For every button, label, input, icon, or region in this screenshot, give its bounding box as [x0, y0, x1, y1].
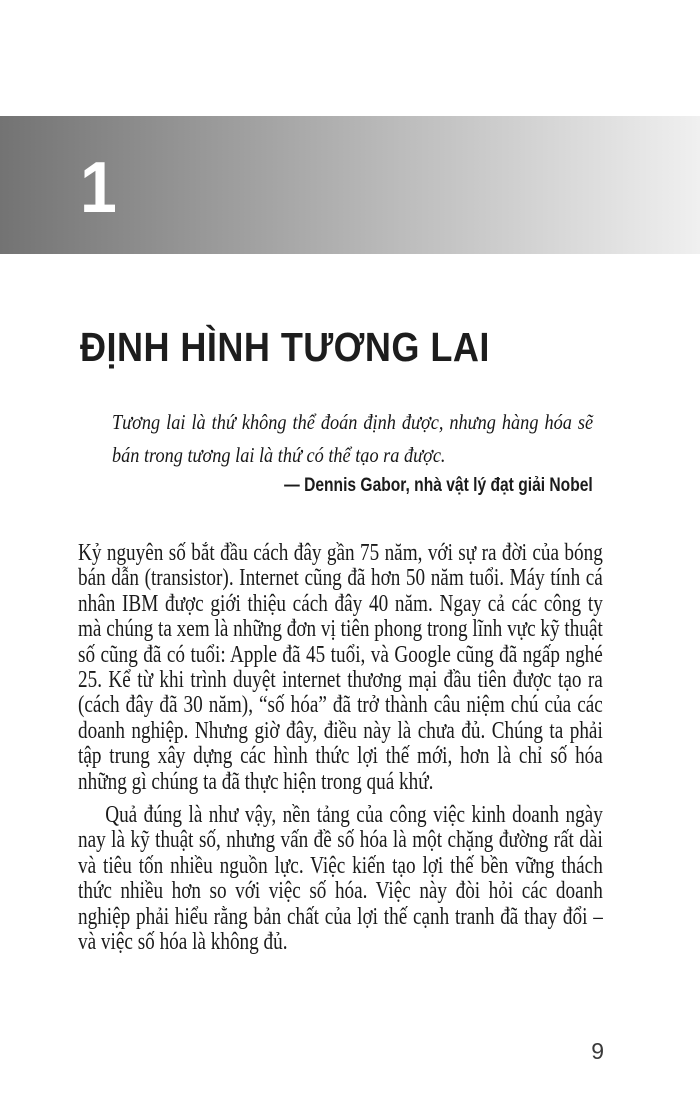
page-number: 9 [591, 1038, 604, 1064]
epigraph-attribution [112, 474, 593, 497]
body-paragraph: Kỷ nguyên số bắt đầu cách đây gần 75 năm, với sự ra đời của bóng bán dẫn (transistor). Internet cũng đã hơn 50 năm tuổi. Máy tính cá nhân IBM được giới thiệu cách đây 40 năm. Ngay cả các công ty mà chúng ta xem là những đơn vị tiên phong trong lĩnh vực kỹ thuật số cũng đã có tuổi: Apple đã 45 tuổi, và Google cũng đã ngấp nghé 25. Kể từ khi trình duyệt internet thương mại đầu tiên được tạo ra (cách đây đã 30 năm), “số hóa” đã trở thành câu niệm chú của các doanh nghiệp. Nhưng giờ đây, điều này là chưa đủ. Chúng ta phải tập trung xây dựng các hình thức lợi thế mới, hơn là chỉ số hóa những gì chúng ta đã thực hiện trong quá khứ. [78, 540, 603, 795]
body-paragraph: Quả đúng là như vậy, nền tảng của công việc kinh doanh ngày nay là kỹ thuật số, nhưng vấn đề số hóa là một chặng đường rất dài và tiêu tốn nhiều nguồn lực. Việc kiến tạo lợi thế bền vững thách thức nhiều hơn so với việc số hóa. Việc này đòi hỏi các doanh nghiệp phải hiểu rằng bản chất của lợi thế cạnh tranh đã thay đổi – và việc số hóa là không đủ. [78, 802, 603, 956]
epigraph-attribution-text: — Dennis Gabor, nhà vật lý đạt giải Nobel [284, 474, 593, 496]
chapter-number: 1 [80, 148, 117, 228]
epigraph-quote: Tương lai là thứ không thể đoán định được, nhưng hàng hóa sẽ bán trong tương lai là thứ có thể tạo ra được. [112, 410, 594, 467]
chapter-title: ĐỊNH HÌNH TƯƠNG LAI [80, 324, 490, 370]
body-text [78, 541, 603, 956]
chapter-banner [0, 116, 700, 254]
